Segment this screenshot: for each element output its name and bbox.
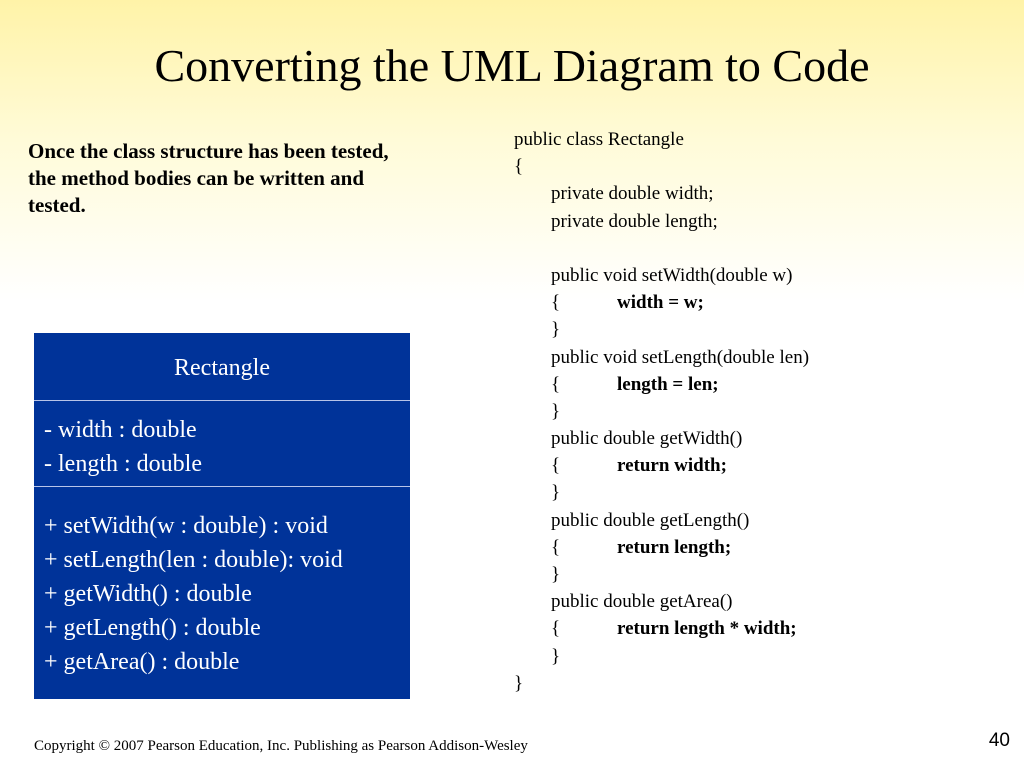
code-class-declaration: public class Rectangle bbox=[514, 129, 684, 150]
code-method-body-line bbox=[514, 452, 809, 479]
code-close-brace: } bbox=[514, 672, 524, 694]
uml-method: + setWidth(w : double) : void bbox=[44, 513, 328, 539]
code-field: private double width; bbox=[551, 183, 714, 205]
code-close-brace: } bbox=[551, 482, 561, 504]
code-method-body: width = w; bbox=[617, 292, 704, 314]
code-blank-line bbox=[514, 235, 809, 262]
code-method-signature: public double getWidth() bbox=[551, 428, 743, 450]
code-listing bbox=[514, 126, 809, 697]
code-method-body: return length * width; bbox=[617, 618, 797, 640]
uml-method: + getArea() : double bbox=[44, 649, 240, 675]
code-close-brace: } bbox=[551, 645, 561, 667]
uml-method: + setLength(len : double): void bbox=[44, 547, 343, 573]
page-number: 40 bbox=[988, 730, 1010, 751]
code-open-brace: { bbox=[514, 156, 524, 178]
code-method-signature: public void setWidth(double w) bbox=[551, 264, 793, 286]
uml-class-name: Rectangle bbox=[34, 333, 410, 401]
code-method-body-line bbox=[514, 615, 809, 642]
code-close-brace: } bbox=[551, 319, 561, 341]
uml-attributes bbox=[34, 401, 410, 487]
code-brace: { bbox=[551, 455, 561, 477]
code-method-body: length = len; bbox=[617, 373, 719, 395]
uml-class-diagram bbox=[34, 333, 410, 699]
code-method-body-line bbox=[514, 534, 809, 561]
code-method-body-line bbox=[514, 289, 809, 316]
slide-title: Converting the UML Diagram to Code bbox=[154, 40, 870, 91]
uml-method: + getLength() : double bbox=[44, 615, 261, 641]
code-method-body: return width; bbox=[617, 455, 727, 477]
intro-text: Once the class structure has been tested, the method bodies can be written and tested. bbox=[28, 139, 389, 217]
uml-attribute: - width : double bbox=[44, 417, 197, 443]
copyright-footer: Copyright © 2007 Pearson Education, Inc. Publishing as Pearson Addison-Wesley bbox=[34, 738, 528, 754]
uml-methods bbox=[34, 487, 410, 679]
code-brace: { bbox=[551, 292, 561, 314]
code-method-signature: public double getLength() bbox=[551, 509, 750, 531]
code-brace: { bbox=[551, 373, 561, 395]
code-close-brace: } bbox=[551, 564, 561, 585]
uml-method: + getWidth() : double bbox=[44, 581, 252, 607]
code-method-body: return length; bbox=[617, 536, 732, 558]
code-method-body-line bbox=[514, 371, 809, 398]
code-method-signature: public double getArea() bbox=[551, 591, 733, 613]
code-field: private double length; bbox=[551, 210, 718, 232]
uml-attribute: - length : double bbox=[44, 451, 202, 477]
code-close-brace: } bbox=[551, 400, 561, 422]
code-brace: { bbox=[551, 536, 561, 558]
code-method-signature: public void setLength(double len) bbox=[551, 346, 810, 368]
code-brace: { bbox=[551, 618, 561, 640]
